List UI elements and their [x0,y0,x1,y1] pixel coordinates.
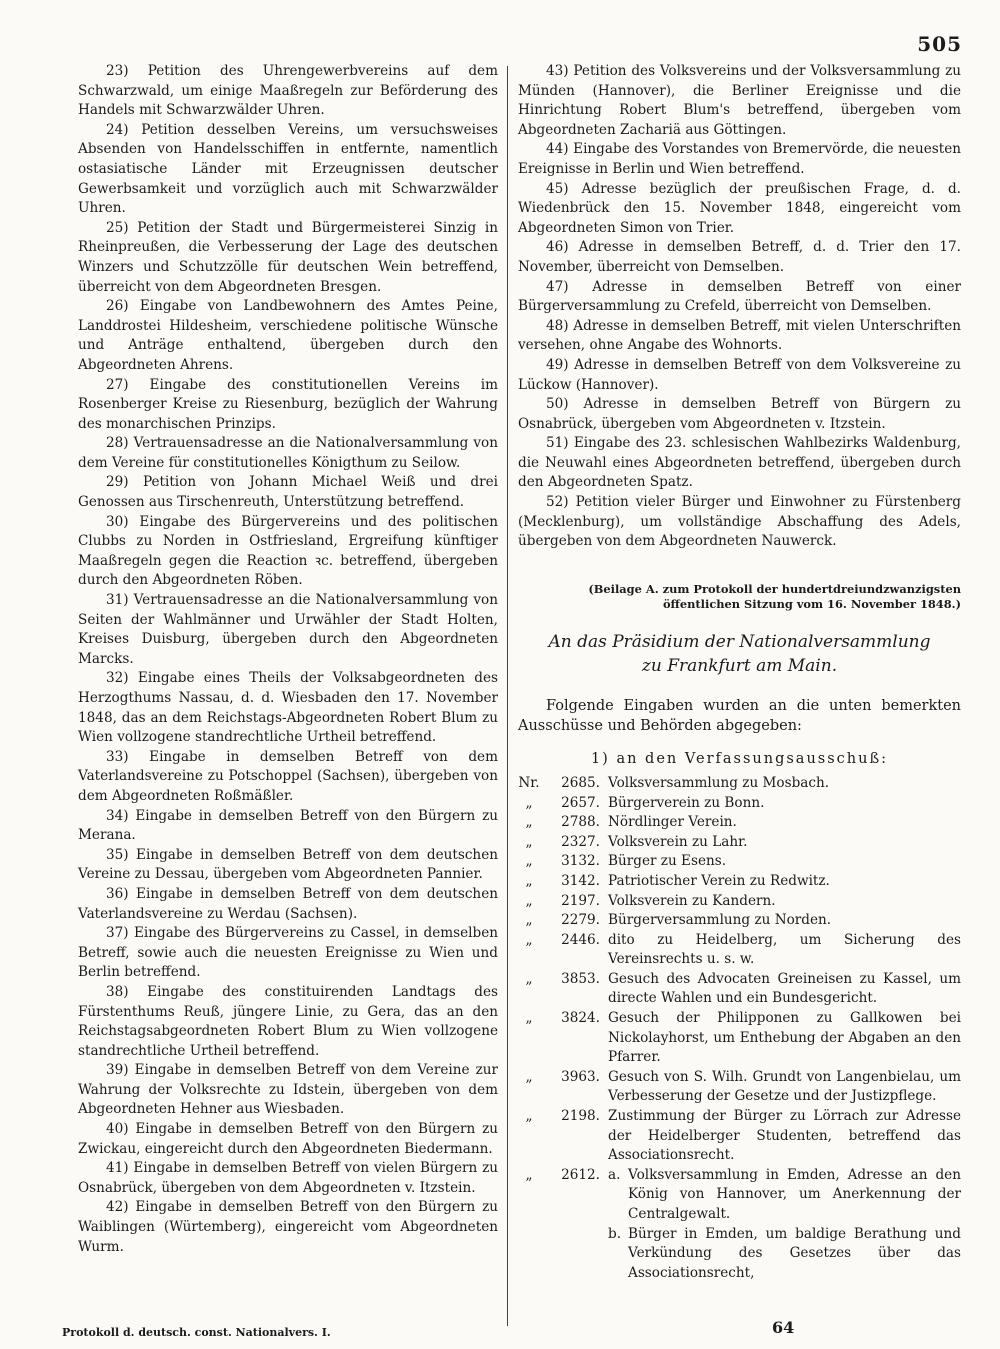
footer-signature: 64 [772,1318,795,1337]
petition-text: Volksverein zu Lahr. [608,833,748,850]
petition-entry-25: 25) Petition der Stadt und Bürgermeisterei Sinzig in Rheinpreußen, die Verbesserung der Lage des deutschen Winzers und Schutzzölle für deutschen Wein betreffend, überreicht von dem Abgeordneten Bresgen. [78,219,498,295]
petition-number: 2446. [561,931,600,948]
petition-entry-43: 43) Petition des Volksvereins und der Volksversammlung zu Münden (Hannover), die Berliner Ereignisse und die Hinrichtung Robert Blum's betreffend, übergeben vom Abgeordneten Zachariä aus Göttingen. [518,63,961,138]
petition-number: 3853. [561,970,600,987]
petition-number: 2327. [561,833,600,850]
insert-note [518,582,961,612]
column-divider [507,66,508,1326]
petition-row [518,911,961,931]
subitem-text: Volksversammlung in Emden, Adresse an den König von Hannover, um Anerkennung der Centralgewalt. [628,1166,961,1222]
insert-note-line-2: öffentlichen Sitzung vom 16. November 1848.) [662,596,961,611]
petition-prefix: „ [525,833,533,850]
petition-row [518,1009,961,1068]
petition-subitem-b [608,1225,961,1284]
left-column [78,62,498,1257]
petition-text: Gesuch der Philipponen zu Gallkowen bei Nickolayhorst, um Enthebung der Abgaben an den Pfarrer. [608,1010,961,1066]
petition-entry-47: 47) Adresse in demselben Betreff von einer Bürgerversammlung zu Crefeld, überreicht von Demselben. [518,278,961,315]
petition-entry-30: 30) Eingabe des Bürgervereins und des politischen Clubbs zu Norden in Ostfriesland, Ergreifung künftiger Maaßregeln gegen die Reaction ꝛc. betreffend, übergeben durch den Abgeordneten Röben. [78,513,498,589]
petition-entry-39: 39) Eingabe in demselben Betreff von dem Vereine zur Wahrung der Volksrechte zu Idstein, übergeben von dem Abgeordneten Hehner aus Wiesbaden. [78,1062,498,1118]
petition-text: dito zu Heidelberg, um Sicherung des Vereinsrechts u. s. w. [608,931,961,968]
petition-prefix: „ [525,872,533,889]
petition-number: 2657. [561,794,600,811]
footer-reference: Protokoll d. deutsch. const. Nationalvers. I. [62,1326,331,1339]
petition-text: Bürgerversammlung zu Norden. [608,912,832,929]
petition-entry-27: 27) Eingabe des constitutionellen Vereins im Rosenberger Kreise zu Riesenburg, bezüglich der Wahrung des monarchischen Prinzips. [78,376,498,432]
petition-number: 2612. [561,1166,600,1183]
petition-text: Nördlinger Verein. [608,814,737,831]
petition-number: 3132. [561,853,600,870]
petition-entry-41: 41) Eingabe in demselben Betreff von vielen Bürgern zu Osnabrück, übergeben von dem Abgeordneten v. Itzstein. [78,1160,498,1196]
section-heading: 1) an den Verfassungsausschuß: [590,751,889,768]
petition-entry-31: 31) Vertrauensadresse an die Nationalversammlung von Seiten der Wahlmänner und Urwähler der Stadt Holten, Kreises Duisburg, übergeben durch den Abgeordneten Marcks. [78,592,498,667]
petition-entry-29: 29) Petition von Johann Michael Weiß und drei Genossen aus Tirschenreuth, Unterstützung betreffend. [78,474,498,511]
petition-row [518,931,961,970]
petition-number: 2198. [561,1108,600,1125]
petition-entry-42: 42) Eingabe in demselben Betreff von den Bürgern zu Waiblingen (Würtemberg), eingereicht vom Abgeordneten Wurm. [78,1199,498,1255]
petition-entry-37: 37) Eingabe des Bürgervereins zu Cassel, in demselben Betreff, sowie auch die neuesten Ereignisse zu Wien und Berlin betreffend. [78,925,498,981]
address-line-2: zu Frankfurt am Main. [641,655,838,676]
petition-text: Patriotischer Verein zu Redwitz. [608,872,830,889]
petition-row [518,1068,961,1107]
petition-entry-33: 33) Eingabe in demselben Betreff von dem Vaterlandsvereine zu Potschoppel (Sachsen), übergeben von dem Abgeordneten Roßmäßler. [78,748,498,804]
petition-text: Gesuch von S. Wilh. Grundt von Langenbielau, um Verbesserung der Gesetze und der Justizpflege. [608,1068,961,1105]
petition-prefix: „ [525,970,533,987]
petition-entry-38: 38) Eingabe des constituirenden Landtags des Fürstenthums Reuß, jüngere Linie, zu Gera, das an den Reichstagsabgeordneten Robert Blum zu Wien vollzogene standrechtliche Urtheil betreffend. [78,983,498,1059]
petition-row [518,872,961,892]
intro-paragraph: Folgende Eingaben wurden an die unten bemerkten Ausschüsse und Behörden abgegeben: [518,697,961,734]
petition-entry-52: 52) Petition vieler Bürger und Einwohner zu Fürstenberg (Mecklenburg), um vollständige Abschaffung des Adels, übergeben von dem Abgeordneten Nauwerck. [518,494,961,550]
petition-entry-50: 50) Adresse in demselben Betreff von Bürgern zu Osnabrück, übergeben vom Abgeordneten v. Itzstein. [518,396,961,432]
petition-entry-35: 35) Eingabe in demselben Betreff von dem deutschen Vereine zu Dessau, übergeben vom Abgeordneten Pannier. [78,846,498,883]
petition-prefix: „ [525,853,533,870]
petition-prefix: Nr. [518,774,540,791]
petition-row [518,774,961,794]
petition-prefix: „ [525,912,533,929]
subitem-text: Bürger in Emden, um baldige Berathung und Verkündung des Gesetzes über das Associationsrecht, [628,1225,961,1281]
petition-row [518,892,961,912]
petition-entry-32: 32) Eingabe eines Theils der Volksabgeordneten des Herzogthums Nassau, d. d. Wiesbaden den 17. November 1848, das an dem Reichstags-Abgeordneten Robert Blum zu Wien vollzogene standrechtliche Urtheil betreffend. [78,670,498,746]
petition-entry-44: 44) Eingabe des Vorstandes von Bremervörde, die neuesten Ereignisse in Berlin und Wien betreffend. [518,141,961,177]
petition-text: Bürger zu Esens. [608,853,727,870]
petition-row [518,852,961,872]
petition-entry-40: 40) Eingabe in demselben Betreff von den Bürgern zu Zwickau, eingereicht durch den Abgeordneten Biedermann. [78,1121,498,1157]
petition-number: 2685. [561,774,600,791]
subitem-label: b. [608,1225,622,1242]
insert-note-line-1: (Beilage A. zum Protokoll der hundertdreiundzwanzigsten [588,581,961,596]
petition-entry-49: 49) Adresse in demselben Betreff von dem Volksvereine zu Lückow (Hannover). [518,356,961,393]
petition-number: 2279. [561,912,600,929]
petition-prefix: „ [525,1068,533,1085]
page-number: 505 [917,32,962,56]
petition-text: Volksverein zu Kandern. [608,892,776,909]
petition-number: 2197. [561,892,600,909]
petition-row [518,1107,961,1166]
petition-number: 3142. [561,872,600,889]
petition-row-2612 [518,1166,961,1284]
petition-text: Bürgerverein zu Bonn. [608,794,765,811]
petition-entry-48: 48) Adresse in demselben Betreff, mit vielen Unterschriften versehen, ohne Angabe des Wohnorts. [518,317,961,354]
petition-prefix: „ [525,794,533,811]
petition-row [518,970,961,1009]
petition-number: 3963. [561,1068,600,1085]
petition-prefix: „ [525,1108,533,1125]
petition-text: Gesuch des Advocaten Greineisen zu Kassel, um directe Wahlen und ein Bundesgericht. [608,970,961,1007]
petition-prefix: „ [525,1166,533,1183]
petition-row [518,833,961,853]
petition-prefix: „ [525,1010,533,1027]
petition-entry-51: 51) Eingabe des 23. schlesischen Wahlbezirks Waldenburg, die Neuwahl eines Abgeordneten betreffend, übergeben durch den Abgeordneten Spatz. [518,435,961,491]
petition-entry-34: 34) Eingabe in demselben Betreff von den Bürgern zu Merana. [78,807,498,844]
petition-text: Volksversammlung zu Mosbach. [608,774,830,791]
subitem-label: a. [608,1166,621,1183]
address-heading [518,630,961,678]
petition-prefix: „ [525,814,533,831]
petition-entry-24: 24) Petition desselben Vereins, um versuchsweises Absenden von Handelsschiffen in entfernte, namentlich ostasiatische Länder mit Erzeugnissen deutscher Gewerbsamkeit und vorzüglich auch mit Schwarzwälder Uhren. [78,121,498,217]
petition-entry-28: 28) Vertrauensadresse an die Nationalversammlung von dem Vereine für constitutionelles Königthum zu Seilow. [78,435,498,471]
petition-row [518,813,961,833]
petition-entry-46: 46) Adresse in demselben Betreff, d. d. Trier den 17. November, überreicht von Demselben. [518,239,961,275]
petition-entry-23: 23) Petition des Uhrengewerbvereins auf dem Schwarzwald, um einige Maaßregeln zur Beförderung des Handels mit Schwarzwälder Uhren. [78,63,498,119]
petition-entry-36: 36) Eingabe in demselben Betreff von dem deutschen Vaterlandsvereine zu Werdau (Sachsen). [78,885,498,922]
petition-subitems [608,1166,961,1284]
petition-row [518,794,961,814]
petition-entry-26: 26) Eingabe von Landbewohnern des Amtes Peine, Landdrostei Hildesheim, verschiedene politische Wünsche und Anträge enthaltend, übergeben durch den Abgeordneten Ahrens. [78,298,498,373]
petition-text: Zustimmung der Bürger zu Lörrach zur Adresse der Heidelberger Studenten, betreffend das Associationsrecht. [608,1108,961,1164]
petition-list [518,774,961,1283]
right-column [518,62,961,1283]
petition-number: 2788. [561,814,600,831]
petition-prefix: „ [525,892,533,909]
address-line-1: An das Präsidium der Nationalversammlung [548,631,931,652]
petition-subitem-a [608,1166,961,1225]
petition-prefix: „ [525,931,533,948]
petition-number: 3824. [561,1010,600,1027]
petition-entry-45: 45) Adresse bezüglich der preußischen Frage, d. d. Wiedenbrück den 15. November 1848, eingereicht vom Abgeordneten Simon von Trier. [518,180,961,236]
